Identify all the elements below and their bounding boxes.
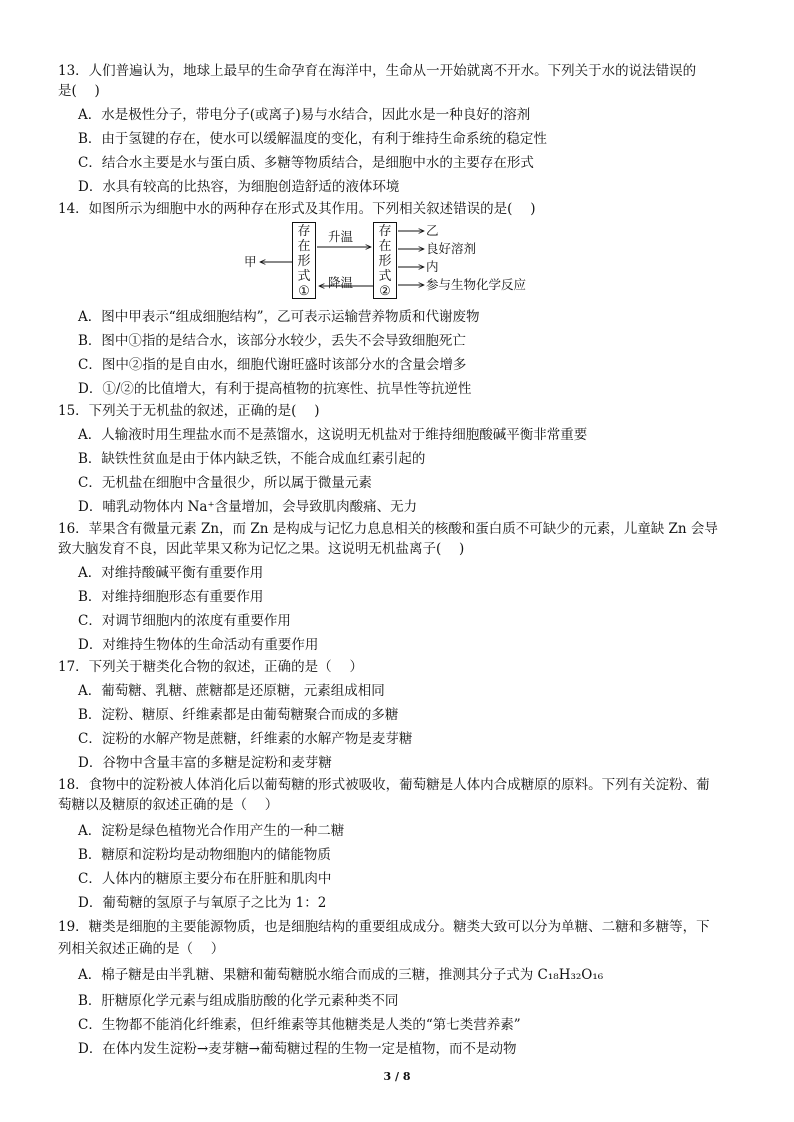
box1-char-5: ①: [298, 284, 310, 299]
q14-option-b: B．图中①指的是结合水，该部分水较少，丢失不会导致细胞死亡: [78, 333, 466, 349]
q15-option-a: A．人输液时用生理盐水而不是蒸馏水，这说明无机盐对于维持细胞酸碱平衡非常重要: [78, 427, 588, 443]
water-forms-diagram: [240, 222, 560, 302]
q13-option-b: B．由于氢键的存在，使水可以缓解温度的变化，有利于维持生命系统的稳定性: [78, 131, 547, 147]
q19-option-d: D．在体内发生淀粉→麦芽糖→葡萄糖过程的生物一定是植物，而不是动物: [78, 1041, 517, 1057]
output-yi: 乙: [426, 223, 439, 238]
q14-option-c: C．图中②指的是自由水，细胞代谢旺盛时该部分水的含量会增多: [78, 357, 467, 373]
box2-char-3: 形: [378, 254, 392, 269]
q19-stem-line2: 列相关叙述正确的是（ ）: [58, 941, 225, 957]
q18-option-a: A．淀粉是绿色植物光合作用产生的一种二糖: [78, 823, 345, 839]
box1-char-2: 在: [297, 239, 311, 254]
q16-option-d: D．对维持生物体的生命活动有重要作用: [78, 637, 319, 653]
q15-option-b: B．缺铁性贫血是由于体内缺乏铁，不能合成血红素引起的: [78, 451, 426, 467]
q13-option-d: D．水具有较高的比热容，为细胞创造舒适的液体环境: [78, 179, 400, 195]
q17-option-b: B．淀粉、糖原、纤维素都是由葡萄糖聚合而成的多糖: [78, 707, 399, 723]
box2-char-2: 在: [378, 239, 392, 254]
q13-option-a: A．水是极性分子，带电分子(或离子)易与水结合，因此水是一种良好的溶剂: [78, 107, 531, 123]
output-nei: 内: [426, 259, 439, 274]
label-jia: 甲: [244, 254, 257, 269]
q16-stem-line2: 致大脑发育不良，因此苹果又称为记忆之果。这说明无机盐离子( ): [58, 541, 465, 557]
box1-char-1: 存: [297, 224, 311, 239]
q15-option-d: D．哺乳动物体内 Na⁺含量增加，会导致肌肉酸痛、无力: [78, 499, 418, 515]
q16-stem-line1: 16．苹果含有微量元素 Zn，而 Zn 是构成与记忆力息息相关的核酸和蛋白质不可缺少的元素，儿童缺 Zn 会导: [58, 521, 718, 537]
q16-option-c: C．对调节细胞内的浓度有重要作用: [78, 613, 291, 629]
q19-option-c: C．生物都不能消化纤维素，但纤维素等其他糖类是人类的“第七类营养素”: [78, 1017, 521, 1033]
box1-char-3: 形: [297, 254, 311, 269]
q18-option-d: D．葡萄糖的氢原子与氧原子之比为 1：2: [78, 895, 327, 911]
q17-stem-line1: 17．下列关于糖类化合物的叙述，正确的是（ ）: [58, 659, 363, 675]
q16-option-b: B．对维持细胞形态有重要作用: [78, 589, 264, 605]
box1-char-4: 式: [297, 269, 311, 284]
label-heating: 升温: [328, 229, 354, 244]
page-number: 3 / 8: [383, 1070, 411, 1083]
q18-stem-line2: 萄糖以及糖原的叙述正确的是（ ）: [58, 797, 279, 813]
box2-char-1: 存: [378, 224, 392, 239]
box2-char-4: 式: [378, 269, 392, 284]
q17-option-a: A．葡萄糖、乳糖、蔗糖都是还原糖，元素组成相同: [78, 683, 385, 699]
q17-option-c: C．淀粉的水解产物是蔗糖，纤维素的水解产物是麦芽糖: [78, 731, 413, 747]
box2-char-5: ②: [379, 284, 391, 299]
q17-option-d: D．谷物中含量丰富的多糖是淀粉和麦芽糖: [78, 755, 332, 771]
q14-option-d: D．①/②的比值增大，有利于提高植物的抗寒性、抗旱性等抗逆性: [78, 381, 472, 397]
output-biochemical-reaction: 参与生物化学反应: [426, 277, 527, 292]
q19-stem-line1: 19．糖类是细胞的主要能源物质，也是细胞结构的重要组成成分。糖类大致可以分为单糖、二糖和多糖等，下: [58, 919, 710, 935]
q15-stem-line1: 15．下列关于无机盐的叙述，正确的是( ): [58, 403, 320, 419]
output-good-solvent: 良好溶剂: [426, 241, 477, 256]
q13-stem-line1: 13．人们普遍认为，地球上最早的生命孕育在海洋中，生命从一开始就离不开水。下列关于水的说法错误的: [58, 63, 697, 79]
q15-option-c: C．无机盐在细胞中含量很少，所以属于微量元素: [78, 475, 372, 491]
diagram-arrows: [240, 222, 560, 302]
q18-option-b: B．糖原和淀粉均是动物细胞内的储能物质: [78, 847, 331, 863]
q19-option-b: B．肝糖原化学元素与组成脂肪酸的化学元素种类不同: [78, 993, 399, 1009]
q16-option-a: A．对维持酸碱平衡有重要作用: [78, 565, 264, 581]
q19-option-a: A．棉子糖是由半乳糖、果糖和葡萄糖脱水缩合而成的三糖，推测其分子式为 C₁₈H₃₂O₁₆: [78, 967, 604, 983]
q13-stem-line2: 是( ): [58, 83, 100, 99]
q18-stem-line1: 18．食物中的淀粉被人体消化后以葡萄糖的形式被吸收，葡萄糖是人体内合成糖原的原料。下列有关淀粉、葡: [58, 777, 710, 793]
q13-option-c: C．结合水主要是水与蛋白质、多糖等物质结合，是细胞中水的主要存在形式: [78, 155, 534, 171]
q14-option-a: A．图中甲表示“组成细胞结构”，乙可表示运输营养物质和代谢废物: [78, 309, 480, 325]
label-cooling: 降温: [328, 275, 354, 290]
q14-stem-line1: 14．如图所示为细胞中水的两种存在形式及其作用。下列相关叙述错误的是( ): [58, 201, 536, 217]
q18-option-c: C．人体内的糖原主要分布在肝脏和肌肉中: [78, 871, 332, 887]
